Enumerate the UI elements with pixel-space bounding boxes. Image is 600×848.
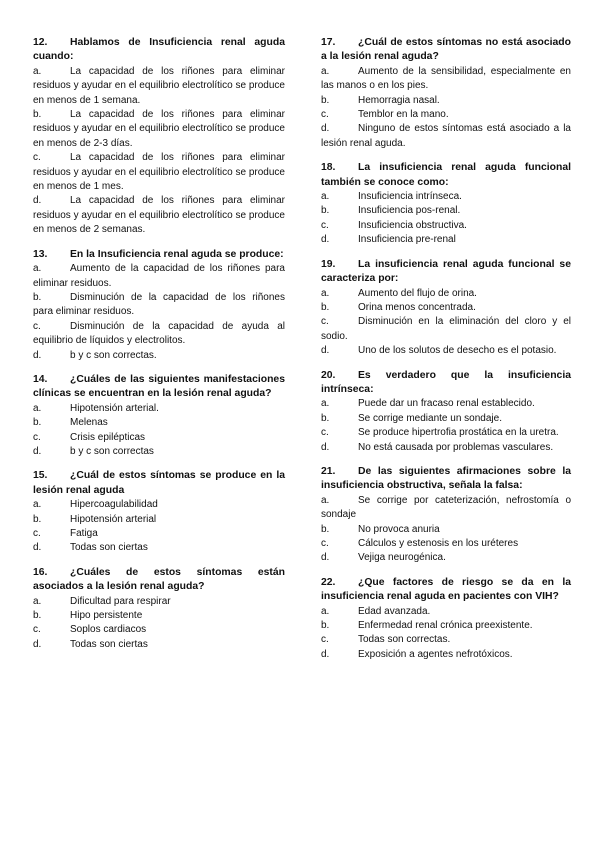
option-letter: a. <box>321 494 330 506</box>
option-text: Disminución de la capacidad de ayuda al equilibrio de líquidos y electrolitos. <box>33 320 285 347</box>
option-letter: c. <box>33 624 41 636</box>
answer-option <box>321 633 571 647</box>
question-block <box>321 36 571 151</box>
question-text: ¿Cuáles de estos síntomas están asociados a la lesión renal aguda? <box>33 566 285 593</box>
option-text: Aumento de la capacidad de los riñones para eliminar residuos. <box>33 263 285 289</box>
option-text: Hemorragia nasal. <box>358 94 440 106</box>
question-heading <box>33 373 285 402</box>
answer-option <box>321 108 571 122</box>
option-letter: c. <box>33 152 41 164</box>
option-text: Todas son correctas. <box>358 634 451 646</box>
option-letter: b. <box>321 523 330 535</box>
answer-option <box>321 523 571 537</box>
option-text: La capacidad de los riñones para eliminar residuos y ayudar en el equilibrio electrolítico se produce en menos de 1 semana. <box>33 65 285 106</box>
answer-option <box>33 320 285 349</box>
question-block <box>33 469 285 555</box>
answer-option <box>33 416 285 430</box>
answer-option <box>33 151 285 194</box>
option-text: Orina menos concentrada. <box>358 301 476 313</box>
answer-option <box>321 412 571 426</box>
answer-option <box>321 204 571 218</box>
option-text: Uno de los solutos de desecho es el potasio. <box>358 345 557 357</box>
option-text: Melenas <box>70 417 108 429</box>
option-letter: c. <box>33 528 41 539</box>
question-text: ¿Cuál de estos síntomas no está asociado a la lesión renal aguda? <box>321 37 571 63</box>
option-letter: d. <box>321 234 330 246</box>
option-letter: b. <box>321 412 330 424</box>
option-letter: a. <box>321 287 330 299</box>
option-letter: b. <box>33 513 42 525</box>
question-block <box>33 36 285 238</box>
option-letter: a. <box>33 499 42 511</box>
question-number: 19. <box>321 258 336 270</box>
option-text: Enfermedad renal crónica preexistente. <box>358 620 533 632</box>
option-text: Aumento del flujo de orina. <box>358 287 477 299</box>
question-text: ¿Cuál de estos síntomas se produce en la lesión renal aguda <box>33 470 285 496</box>
option-letter: c. <box>321 634 329 646</box>
answer-option <box>321 94 571 108</box>
answer-option <box>33 638 285 652</box>
option-letter: a. <box>33 595 42 607</box>
option-letter: b. <box>33 291 42 303</box>
option-letter: b. <box>321 620 330 632</box>
option-text: Hipotensión arterial <box>70 513 157 525</box>
answer-option <box>33 513 285 527</box>
option-text: Todas son ciertas <box>70 542 148 554</box>
option-text: Hipotensión arterial. <box>70 402 159 414</box>
option-letter: a. <box>33 263 42 275</box>
answer-option <box>33 431 285 445</box>
option-letter: b. <box>33 417 42 429</box>
answer-option <box>321 122 571 151</box>
option-letter: b. <box>321 205 330 217</box>
question-heading <box>321 161 571 190</box>
question-number: 13. <box>33 248 48 260</box>
option-text: Hipo persistente <box>70 610 143 622</box>
answer-option <box>33 541 285 555</box>
option-letter: b. <box>321 94 330 106</box>
question-block <box>321 465 571 566</box>
option-letter: a. <box>321 398 330 410</box>
answer-option <box>321 537 571 551</box>
option-text: Exposición a agentes nefrotóxicos. <box>358 648 513 660</box>
option-text: La capacidad de los riñones para eliminar residuos y ayudar en el equilibrio electrolítico se produce en menos de 1 mes. <box>33 152 285 193</box>
answer-option <box>33 595 285 609</box>
answer-option <box>33 65 285 108</box>
question-text: Hablamos de Insuficiencia renal aguda cuando: <box>33 37 285 63</box>
option-text: Se produce hipertrofia prostática en la uretra. <box>358 427 559 439</box>
answer-option <box>33 262 285 291</box>
question-heading <box>33 248 285 262</box>
answer-option <box>321 219 571 233</box>
option-text: Disminución de la capacidad de los riñones para eliminar residuos. <box>33 291 285 318</box>
option-text: Insuficiencia intrínseca. <box>358 191 462 203</box>
question-text: En la Insuficiencia renal aguda se produce: <box>70 248 284 260</box>
option-text: Se corrige por cateterización, nefrostomía o sondaje <box>321 494 571 521</box>
question-number: 22. <box>321 576 336 588</box>
answer-option <box>33 498 285 512</box>
option-letter: c. <box>321 316 329 328</box>
question-heading <box>33 36 285 65</box>
right-column <box>321 36 571 672</box>
option-letter: d. <box>321 123 330 135</box>
option-letter: c. <box>321 538 329 549</box>
question-block <box>33 248 285 363</box>
answer-option <box>33 527 285 541</box>
option-letter: a. <box>33 402 42 414</box>
question-text: Es verdadero que la insuficiencia intrínseca: <box>321 369 571 395</box>
option-text: Crisis epilépticas <box>70 431 146 443</box>
option-letter: d. <box>33 638 42 650</box>
question-block <box>321 161 571 247</box>
answer-option <box>321 301 571 315</box>
answer-option <box>33 445 285 459</box>
option-text: Soplos cardiacos <box>70 624 147 636</box>
question-heading <box>321 369 571 398</box>
option-text: b y c son correctas <box>70 445 154 457</box>
option-text: Hipercoagulabilidad <box>70 499 158 511</box>
option-letter: a. <box>321 65 330 77</box>
option-letter: c. <box>321 109 329 121</box>
option-letter: a. <box>321 191 330 203</box>
answer-option <box>321 648 571 662</box>
answer-option <box>321 619 571 633</box>
option-letter: a. <box>321 605 330 617</box>
question-text: La insuficiencia renal aguda funcional se caracteriza por: <box>321 258 571 285</box>
option-letter: b. <box>321 301 330 313</box>
option-letter: d. <box>321 648 330 660</box>
option-letter: d. <box>33 195 42 207</box>
answer-option <box>321 441 571 455</box>
option-text: La capacidad de los riñones para eliminar residuos y ayudar en el equilibrio electrolítico se produce en menos de 2 semanas. <box>33 195 285 236</box>
answer-option <box>321 233 571 247</box>
question-heading <box>33 566 285 595</box>
answer-option <box>321 190 571 204</box>
option-letter: b. <box>33 109 42 121</box>
question-heading <box>321 36 571 65</box>
answer-option <box>321 397 571 411</box>
question-block <box>321 258 571 359</box>
answer-option <box>33 108 285 151</box>
option-letter: d. <box>321 552 330 564</box>
answer-option <box>33 609 285 623</box>
question-text: La insuficiencia renal aguda funcional también se conoce como: <box>321 162 571 188</box>
option-letter: d. <box>33 349 42 361</box>
answer-option <box>321 287 571 301</box>
question-block <box>33 566 285 652</box>
option-letter: b. <box>33 610 42 622</box>
option-letter: c. <box>33 320 41 332</box>
question-number: 17. <box>321 37 336 48</box>
answer-option <box>321 605 571 619</box>
option-text: Aumento de la sensibilidad, especialmente en las manos o en los pies. <box>321 65 571 92</box>
option-text: Insuficiencia pos-renal. <box>358 205 461 217</box>
left-column <box>33 36 285 662</box>
option-letter: c. <box>321 427 329 439</box>
question-number: 14. <box>33 373 48 385</box>
question-number: 16. <box>33 566 48 578</box>
question-number: 20. <box>321 369 336 381</box>
answer-option <box>33 291 285 320</box>
question-number: 18. <box>321 162 336 174</box>
question-heading <box>321 258 571 287</box>
answer-option <box>321 426 571 440</box>
option-text: b y c son correctas. <box>70 349 157 361</box>
option-letter: a. <box>33 65 42 77</box>
answer-option <box>33 402 285 416</box>
option-text: No está causada por problemas vasculares. <box>358 441 554 453</box>
option-text: Dificultad para respirar <box>70 595 171 607</box>
option-letter: d. <box>33 542 42 554</box>
option-text: Insuficiencia obstructiva. <box>358 219 467 231</box>
question-text: ¿Cuáles de las siguientes manifestaciones clínicas se encuentran en la lesión renal aguda? <box>33 373 285 400</box>
question-heading <box>33 469 285 498</box>
answer-option <box>321 65 571 94</box>
option-text: Todas son ciertas <box>70 638 148 650</box>
question-number: 12. <box>33 37 48 48</box>
option-text: Cálculos y estenosis en los uréteres <box>358 538 519 549</box>
answer-option <box>33 194 285 237</box>
question-heading <box>321 576 571 605</box>
question-number: 21. <box>321 465 336 477</box>
option-letter: c. <box>33 431 41 443</box>
option-letter: c. <box>321 219 329 231</box>
answer-option <box>321 551 571 565</box>
answer-option <box>321 494 571 523</box>
option-letter: d. <box>321 441 330 453</box>
answer-option <box>33 349 285 363</box>
option-text: La capacidad de los riñones para eliminar residuos y ayudar en el equilibrio electrolítico se produce en menos de 2-3 días. <box>33 109 285 149</box>
option-text: Disminución en la eliminación del cloro y el sodio. <box>321 316 571 342</box>
option-letter: d. <box>33 445 42 457</box>
option-text: Edad avanzada. <box>358 605 431 617</box>
question-block <box>321 369 571 455</box>
answer-option <box>33 623 285 637</box>
option-text: No provoca anuria <box>358 523 440 535</box>
answer-option <box>321 344 571 358</box>
option-letter: d. <box>321 345 330 357</box>
option-text: Insuficiencia pre-renal <box>358 234 456 246</box>
question-block <box>321 576 571 662</box>
answer-option <box>321 315 571 344</box>
question-heading <box>321 465 571 494</box>
option-text: Temblor en la mano. <box>358 109 449 121</box>
question-block <box>33 373 285 459</box>
option-text: Ninguno de estos síntomas está asociado a la lesión renal aguda. <box>321 123 571 149</box>
option-text: Fatiga <box>70 528 98 539</box>
option-text: Se corrige mediante un sondaje. <box>358 412 502 424</box>
question-number: 15. <box>33 470 48 482</box>
option-text: Puede dar un fracaso renal establecido. <box>358 398 535 410</box>
question-text: De las siguientes afirmaciones sobre la insuficiencia obstructiva, señala la falsa: <box>321 465 571 492</box>
question-text: ¿Que factores de riesgo se da en la insuficiencia renal aguda en pacientes con VIH? <box>321 576 571 603</box>
option-text: Vejiga neurogénica. <box>358 552 446 564</box>
